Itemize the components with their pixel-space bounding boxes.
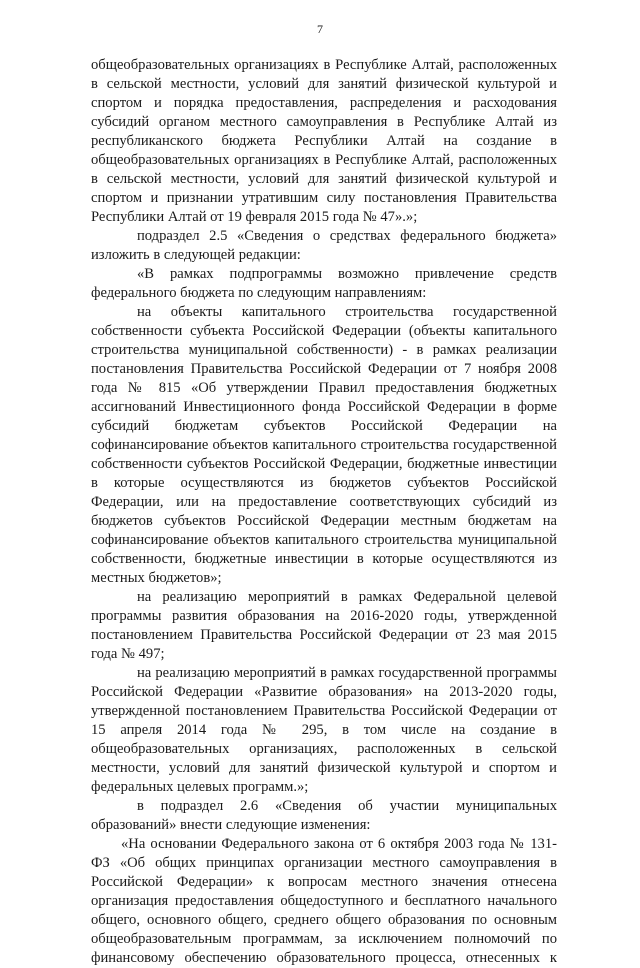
page-number: 7 xyxy=(317,22,323,36)
paragraph-federal-budget-intro: «В рамках подпрограммы возможно привлечение средств федерального бюджета по следующим направлениям: xyxy=(91,266,557,301)
paragraph-subsection-2-6: в подраздел 2.6 «Сведения об участии муниципальных образований» внести следующие изменения: xyxy=(91,798,557,833)
document-body xyxy=(91,56,557,968)
paragraph-federal-law-131: «На основании Федерального закона от 6 октября 2003 года № 131-ФЗ «Об общих принципах организации местного самоуправления в Российской Федерации» к вопросам местного значения отнесена организация предоставления общедоступного и бесплатного начального общего, основного общего, среднего общего образования по основным общеобразовательным программам, за исключением полномочий по финансовому обеспечению образовательного процесса, отнесенных к xyxy=(91,836,557,966)
paragraph-federal-target-program: на реализацию мероприятий в рамках Федеральной целевой программы развития образования на 2016-2020 годы, утвержденной постановлением Правительства Российской Федерации от 23 мая 2015 года № 497; xyxy=(91,589,557,662)
paragraph-continuation: общеобразовательных организациях в Республике Алтай, расположенных в сельской местности, условий для занятий физической культурой и спортом и порядка предоставления, распределения и расходования субсидий органом местного самоуправления в Республике Алтай из республиканского бюджета Республики Алтай на создание в общеобразовательных организациях в Республике Алтай, расположенных в сельской местности, условий для занятий физической культурой и спортом и признании утратившим силу постановления Правительства Республики Алтай от 19 февраля 2015 года № 47».»; xyxy=(91,57,557,225)
paragraph-capital-construction: на объекты капитального строительства государственной собственности субъекта Российской Федерации (объекты капитального строительства муниципальной собственности) - в рамках реализации постановления Правительства Российской Федерации от 7 ноября 2008 года № 815 «Об утверждении Правил предоставления бюджетных ассигнований Инвестиционного фонда Российской Федерации в форме субсидий бюджетам субъектов Российской Федерации на софинансирование объектов капитального строительства государственной собственности субъектов Российской Федерации, бюджетные инвестиции в которые осуществляются из бюджетов субъектов Российской Федерации, или на предоставление соответствующих субсидий из бюджетов субъектов Российской Федерации местным бюджетам на софинансирование объектов капитального строительства муниципальной собственности, бюджетные инвестиции в которые осуществляются из местных бюджетов»; xyxy=(91,304,557,586)
paragraph-state-program: на реализацию мероприятий в рамках государственной программы Российской Федерации «Развитие образования» на 2013-2020 годы, утвержденной постановлением Правительства Российской Федерации от 15 апреля 2014 года № 295, в том числе на создание в общеобразовательных организациях, расположенных в сельской местности, условий для занятий физической культурой и спортом и федеральных целевых программ.»; xyxy=(91,665,557,795)
paragraph-subsection-2-5: подраздел 2.5 «Сведения о средствах федерального бюджета» изложить в следующей редакции: xyxy=(91,228,557,263)
